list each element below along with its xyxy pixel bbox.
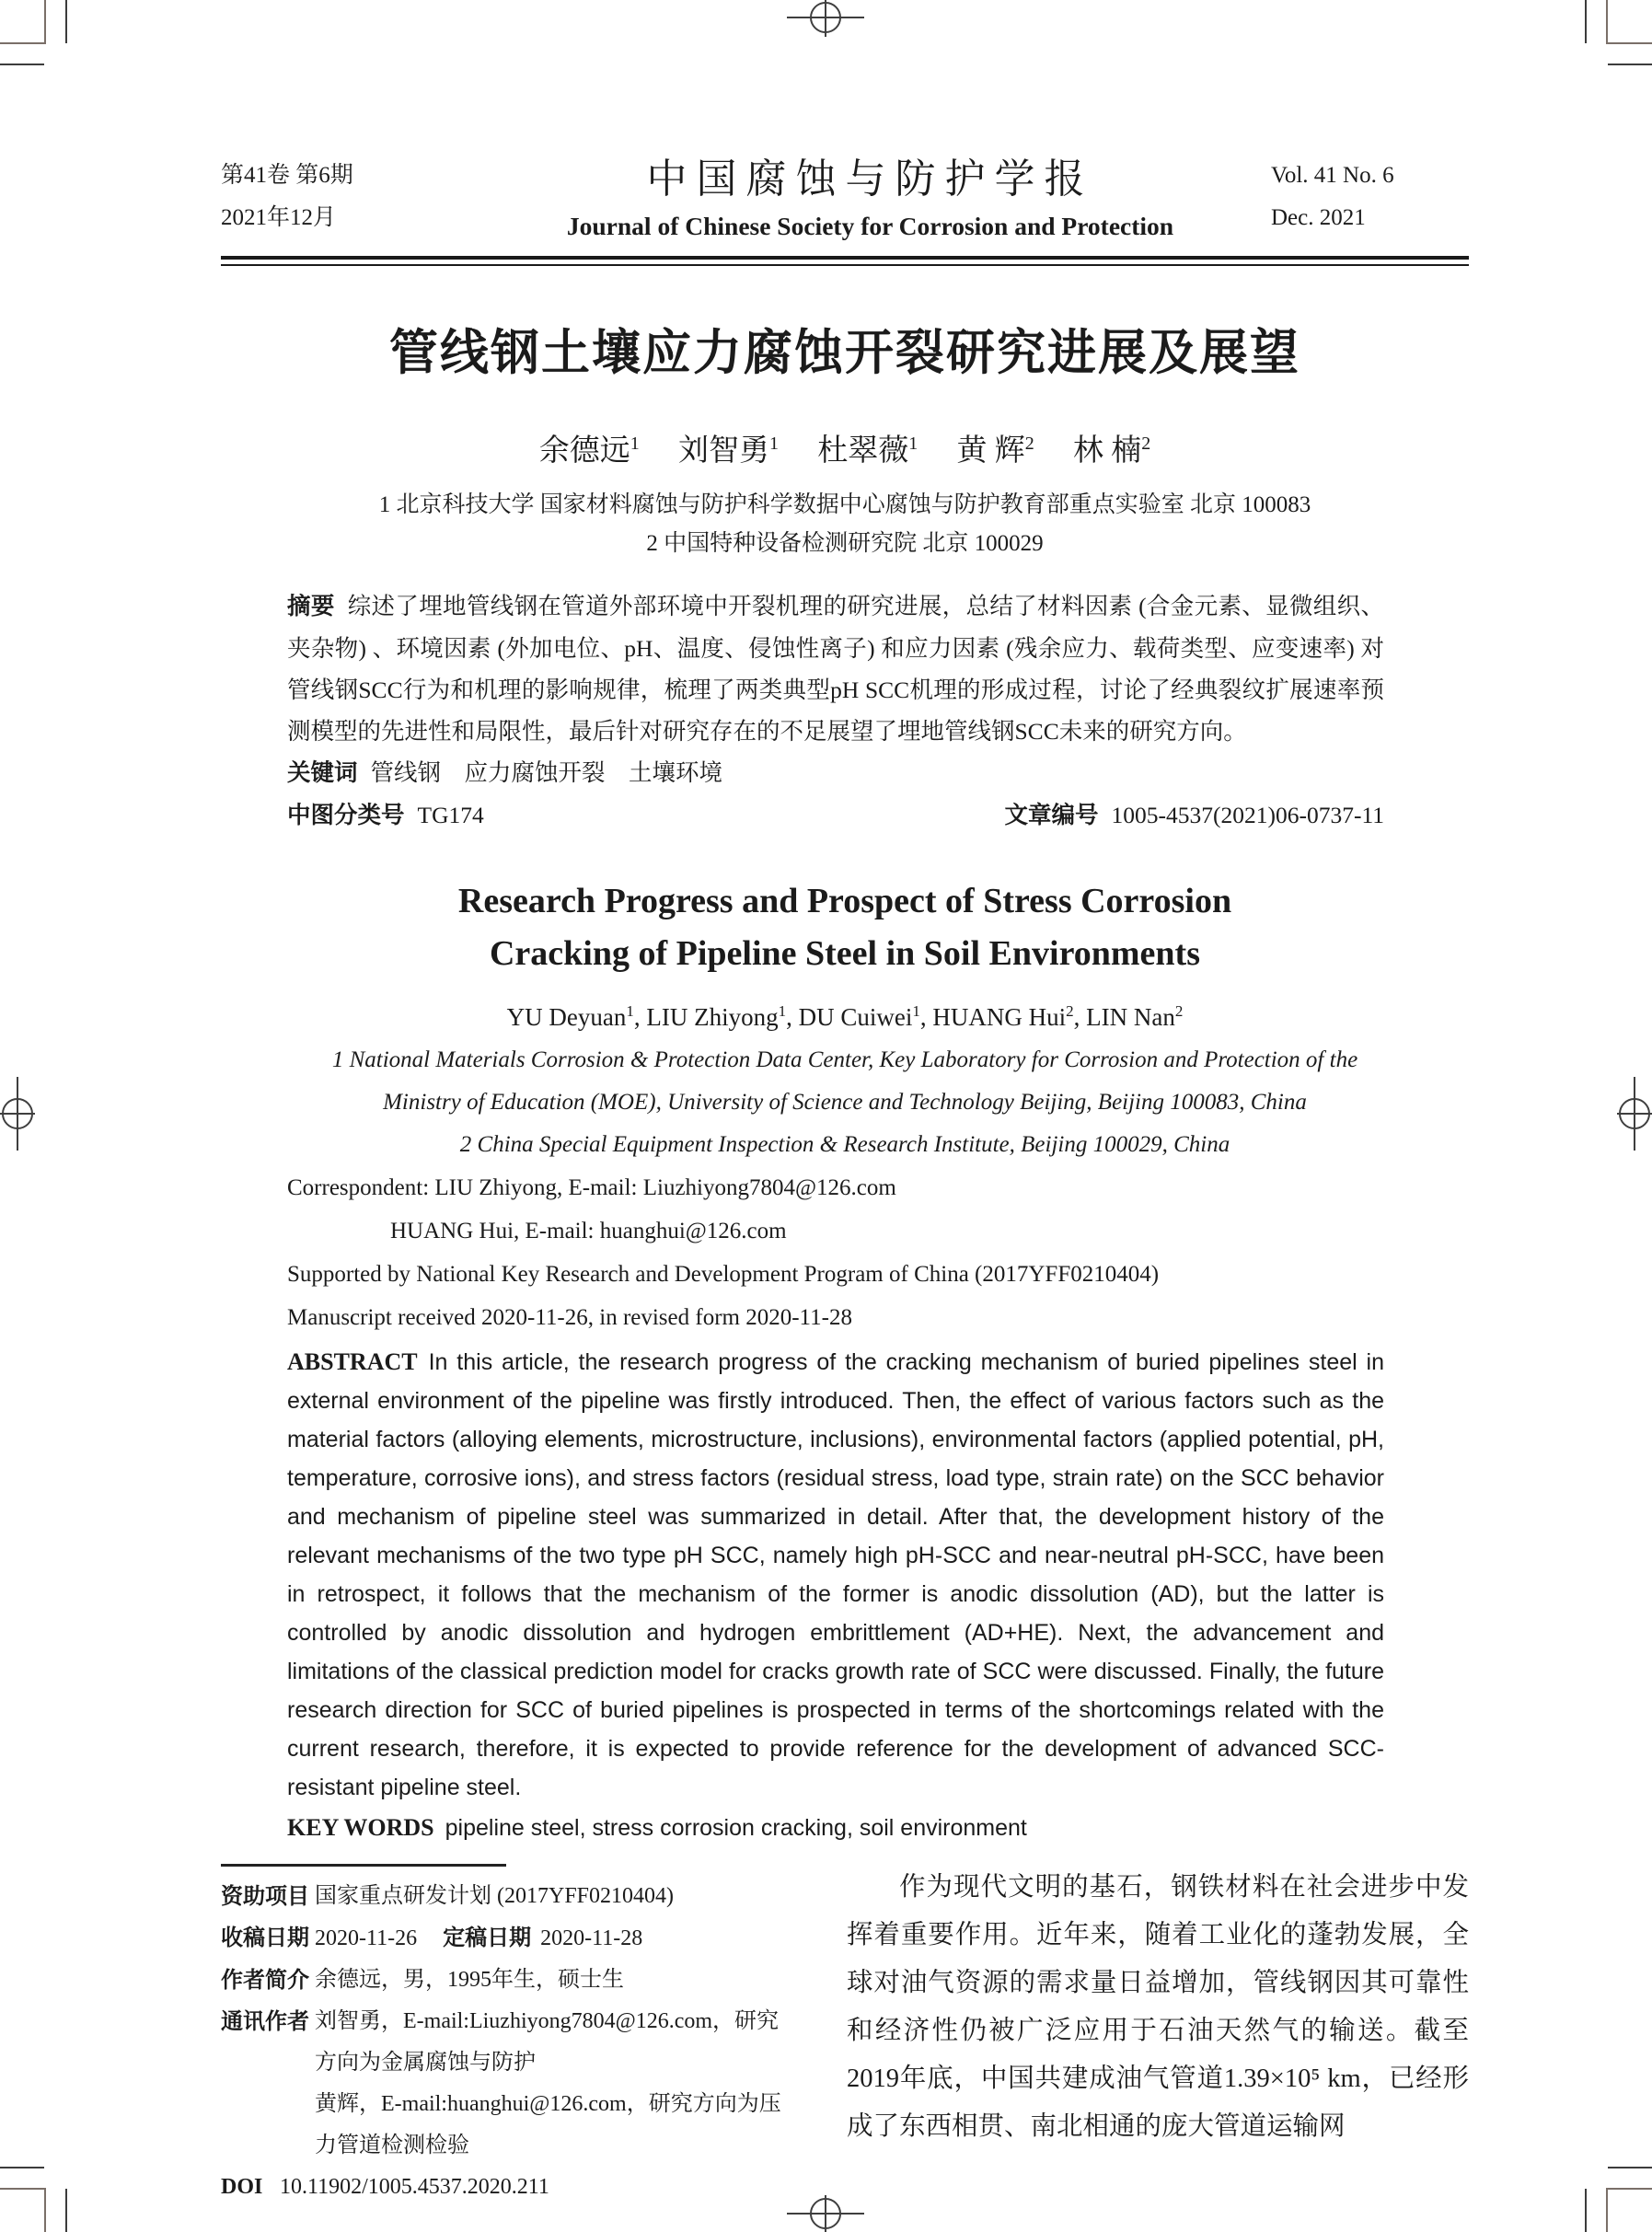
footnote-corresponding-1: 通讯作者 刘智勇，E-mail:Liuzhiyong7804@126.com，研究方向为金属腐蚀与防护 xyxy=(221,2001,799,2084)
clc: 中图分类号 TG174 xyxy=(287,802,484,828)
journal-name-cn: 中国腐蚀与防护学报 xyxy=(646,156,1094,202)
crop-mark-top-left-v xyxy=(65,0,67,43)
bottom-two-column xyxy=(221,1864,1469,2208)
volume-issue-en: Vol. 41 No. 6 xyxy=(1271,163,1394,188)
journal-name-en: Journal of Chinese Society for Corrosion and Protection xyxy=(566,212,1174,240)
keywords-cn: 关键词 管线钢 应力腐蚀开裂 土壤环境 xyxy=(287,759,723,786)
affiliation-en-line3: 2 China Special Equipment Inspection & Research Institute, Beijing 100029, China xyxy=(459,1132,1230,1157)
article-id: 文章编号 1005-4537(2021)06-0737-11 xyxy=(1004,802,1384,828)
volume-issue-cn: 第41卷 第6期 xyxy=(221,163,353,188)
page-content xyxy=(221,155,1469,2208)
author-en: LIU Zhiyong$^1$, xyxy=(646,1002,799,1031)
crop-mark-bottom-right-h xyxy=(1608,2167,1652,2168)
finalized-label: 定稿日期 xyxy=(443,1926,532,1950)
correspondent-line2: HUANG Hui, E-mail: huanghui@126.com xyxy=(390,1219,787,1243)
received-label: 收稿日期 xyxy=(221,1926,309,1950)
footnote-fund: 资助项目 国家重点研发计划 (2017YFF0210404) xyxy=(221,1876,799,1917)
affiliation-cn-1: 1 北京科技大学 国家材料腐蚀与防护科学数据中心腐蚀与防护教育部重点实验室 北京 100083 xyxy=(378,492,1311,517)
header-center xyxy=(469,155,1271,249)
journal-header xyxy=(221,155,1469,249)
article-title-en xyxy=(221,875,1469,980)
affiliations-cn xyxy=(221,486,1469,563)
abstract-cn: 摘要 综述了埋地管线钢在管道外部环境中开裂机理的研究进展，总结了材料因素 (合金元素、显微组织、夹杂物) 、环境因素 (外加电位、pH、温度、侵蚀性离子) 和应力因素 (残余应力、载荷类型、应变速率) 对管线钢SCC行为和机理的影响规律，梳理了两类典型pH SCC机理的形成过程，讨论了经典裂纹扩展速率预测模型的先进性和局限性，最后针对研究存在的不足展望了埋地管线钢SCC未来的研究方向。 xyxy=(287,593,1384,745)
crop-mark-bottom-left xyxy=(0,2188,46,2232)
abstract-cn-label: 摘要 xyxy=(287,594,335,619)
abstract-en: ABSTRACT In this article, the research progress of the cracking mechanism of buried pipelines steel in external environment of the pipeline was firstly introduced. Then, the effect of various factors such as the material factors (alloying elements, microstructure, inclusions), environmental factors (applied potential, pH, temperature, corrosive ions), and stress factors (residual stress, load type, strain rate) on the SCC behavior and mechanism of pipeline steel was summarized in detail. After that, the development history of the relevant mechanisms of the two type pH SCC, namely high pH-SCC and near-neutral pH-SCC, have been in retrospect, it follows that the mechanism of the former is anodic dissolution (AD), but the latter is controlled by anodic dissolution and hydrogen embrittlement (AD+HE). Next, the advancement and limitations of the classical prediction model for cracks growth rate of SCC were discussed. Finally, the future research direction for SCC of buried pipelines is prospected in terms of the shortcomings related with the current research, therefore, it is expected to provide reference for the development of advanced SCC-resistant pipeline steel. xyxy=(287,1348,1384,1800)
manuscript-dates: Manuscript received 2020-11-26, in revised form 2020-11-28 xyxy=(287,1305,852,1330)
author-cn: 黄 辉$^2$ xyxy=(956,434,1034,468)
body-column xyxy=(847,1864,1469,2208)
crop-mark-bottom-right xyxy=(1606,2188,1652,2232)
fund-label: 资助项目 xyxy=(221,1884,309,1909)
keywords-en: KEY WORDS pipeline steel, stress corrosion cracking, soil environment xyxy=(287,1814,1027,1841)
registration-mark-left xyxy=(0,1077,35,1151)
author-en: LIN Nan$^2$ xyxy=(1086,1002,1184,1031)
registration-mark-right xyxy=(1617,1077,1652,1151)
crop-mark-top-left-h xyxy=(0,64,44,65)
crop-mark-top-right-v xyxy=(1585,0,1587,43)
header-double-rule xyxy=(221,256,1469,266)
author-en: DU Cuiwei$^1$, xyxy=(798,1002,933,1031)
header-left xyxy=(221,155,469,239)
article-title-cn: 管线钢土壤应力腐蚀开裂研究进展及展望 xyxy=(389,326,1300,380)
keywords-cn-label: 关键词 xyxy=(287,760,358,786)
affiliation-en-line1: 1 National Materials Corrosion & Protection Data Center, Key Laboratory for Corrosion and Protection of the xyxy=(331,1047,1358,1072)
footnote-bio: 作者简介 余德远，男，1995年生，硕士生 xyxy=(221,1960,799,2001)
body-paragraph-1: 作为现代文明的基石，钢铁材料在社会进步中发挥着重要作用。近年来，随着工业化的蓬勃发展，全球对油气资源的需求量日益增加，管线钢因其可靠性和经济性仍被广泛应用于石油天然气的输送。截至2019年底，中国共建成油气管道1.39×10⁵ km，已经形成了东西相贯、南北相通的庞大管道运输网 xyxy=(847,1873,1469,2141)
affiliation-cn-2: 2 中国特种设备检测研究院 北京 100029 xyxy=(646,531,1044,556)
supported-by: Supported by National Key Research and Development Program of China (2017YFF0210404) xyxy=(287,1262,1160,1287)
author-cn: 林 楠$^2$ xyxy=(1073,434,1151,468)
crop-mark-top-left xyxy=(0,0,46,44)
author-en: YU Deyuan$^1$, xyxy=(506,1002,647,1031)
author-cn: 杜翠薇$^1$ xyxy=(817,434,918,468)
affiliation-en-line2: Ministry of Education (MOE), University of Science and Technology Beijing, Beijing 100083, China xyxy=(383,1090,1307,1115)
correspondence-block xyxy=(287,1166,1384,1339)
clc-row xyxy=(287,794,1384,837)
article-id-label: 文章编号 xyxy=(1004,803,1099,828)
doi-label: DOI xyxy=(221,2175,263,2199)
crop-mark-top-right-h xyxy=(1608,64,1652,65)
date-cn: 2021年12月 xyxy=(221,205,337,230)
footnote-doi: DOI 10.11902/1005.4537.2020.211 xyxy=(221,2167,799,2208)
correspondent-line1: Correspondent: LIU Zhiyong, E-mail: Liuzhiyong7804@126.com xyxy=(287,1175,896,1200)
clc-label: 中图分类号 xyxy=(287,803,405,828)
footnote-rule xyxy=(221,1864,506,1867)
abstract-en-label: ABSTRACT xyxy=(287,1348,418,1375)
crop-mark-top-right xyxy=(1606,0,1652,44)
header-right xyxy=(1271,155,1469,239)
title-en-line2: Cracking of Pipeline Steel in Soil Environments xyxy=(489,934,1200,973)
bio-label: 作者简介 xyxy=(221,1968,309,1993)
keywords-en-label: KEY WORDS xyxy=(287,1814,434,1841)
author-cn: 余德远$^1$ xyxy=(538,434,640,468)
crop-mark-bottom-right-v xyxy=(1585,2189,1587,2232)
crop-mark-bottom-left-h xyxy=(0,2167,44,2168)
title-en-line1: Research Progress and Prospect of Stress Corrosion xyxy=(457,882,1232,920)
corresponding-label: 通讯作者 xyxy=(221,2009,309,2034)
registration-mark-top xyxy=(787,0,864,37)
date-en: Dec. 2021 xyxy=(1271,205,1366,230)
crop-mark-bottom-left-v xyxy=(65,2189,67,2232)
author-en: HUANG Hui$^2$, xyxy=(932,1002,1087,1031)
footnote-column xyxy=(221,1864,799,2208)
affiliations-en xyxy=(221,1039,1469,1166)
footnote-corresponding-2: 黄辉，E-mail:huanghui@126.com，研究方向为压力管道检测检验 xyxy=(315,2092,781,2157)
author-cn: 刘智勇$^1$ xyxy=(678,434,779,468)
authors-cn xyxy=(221,426,1469,469)
footnote-dates: 收稿日期 2020-11-26 定稿日期 2020-11-28 xyxy=(221,1917,799,1960)
authors-en xyxy=(221,991,1469,1037)
